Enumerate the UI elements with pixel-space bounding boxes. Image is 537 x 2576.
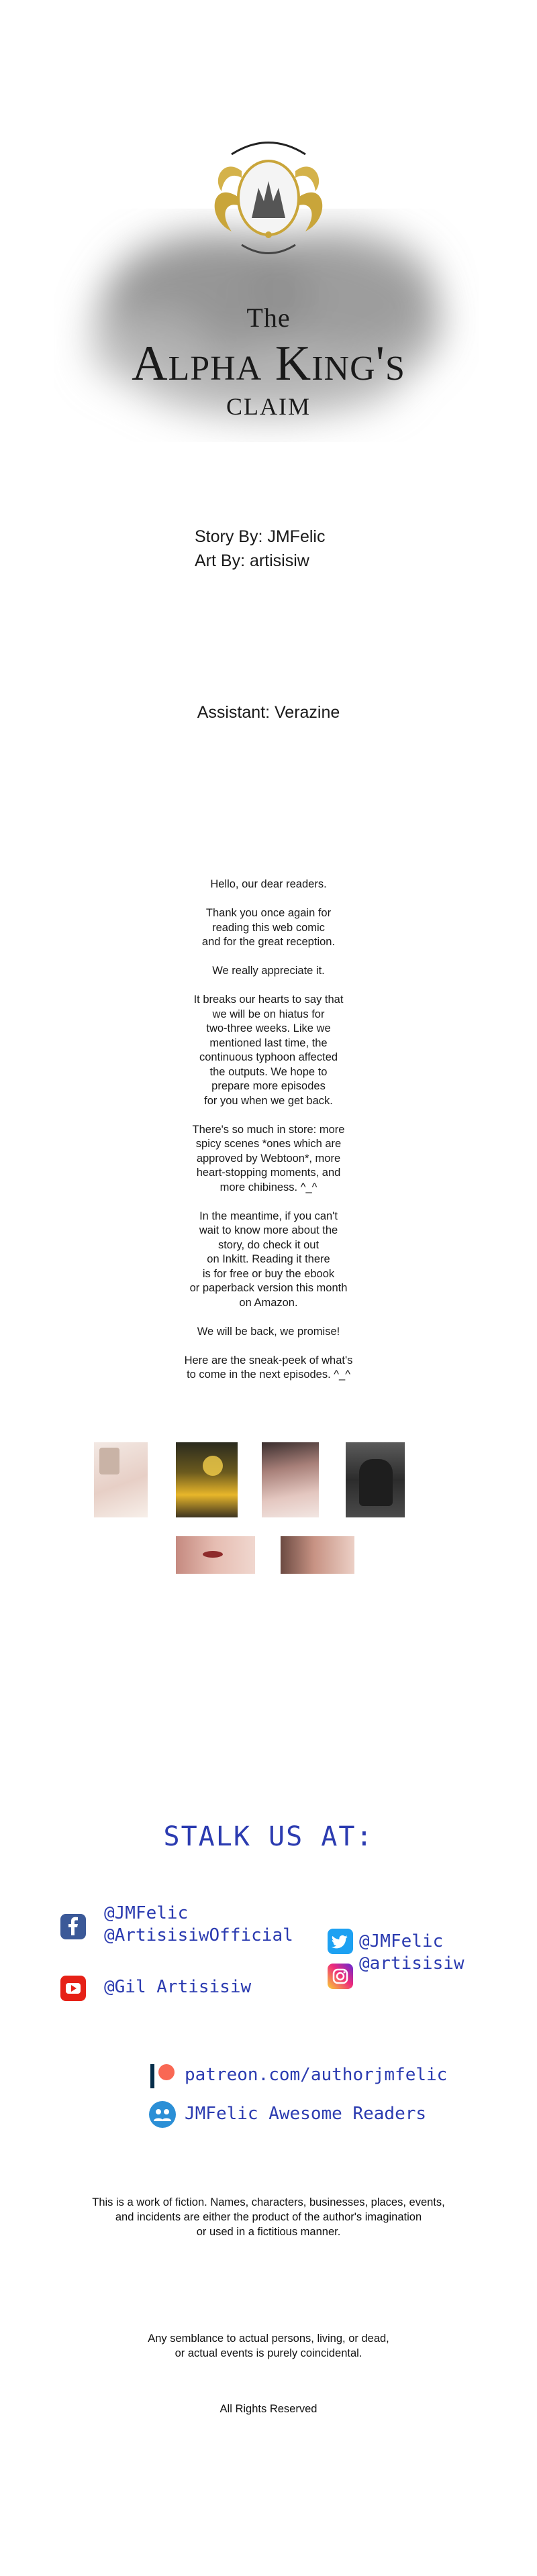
sneak-peek-thumbnail [346, 1442, 405, 1517]
semblance-disclaimer [0, 2331, 537, 2361]
story-credit: Story By: JMFelic [195, 527, 326, 546]
title-claim: CLAIM [226, 393, 311, 420]
disclaimer-line: or actual events is purely coincidental. [175, 2347, 362, 2359]
author-message [0, 877, 537, 1397]
message-line: We really appreciate it. [212, 965, 325, 977]
facebook-handle[interactable]: @ArtisisiwOfficial [104, 1925, 293, 1945]
message-line: mentioned last time, the [209, 1036, 328, 1049]
message-line: on Inkitt. Reading it there [207, 1253, 330, 1265]
message-paragraph [0, 993, 537, 1108]
all-rights-reserved: All Rights Reserved [219, 2403, 318, 2415]
wolf-emblem-logo [185, 131, 352, 265]
message-line: two-three weeks. Like we [206, 1022, 331, 1034]
disclaimer-line: and incidents are either the product of the author's imagination [115, 2211, 422, 2223]
message-line: There's so much in store: more [192, 1123, 345, 1136]
message-line: is for free or buy the ebook [202, 1267, 335, 1280]
patreon-link[interactable]: patreon.com/authorjmfelic [185, 2065, 448, 2085]
fiction-disclaimer [0, 2195, 537, 2239]
group-icon[interactable] [149, 2101, 176, 2128]
message-line: for you when we get back. [204, 1094, 333, 1107]
message-paragraph [0, 964, 537, 979]
message-line: the outputs. We hope to [209, 1065, 328, 1078]
instagram-icon[interactable] [328, 1964, 353, 1989]
message-line: prepare more episodes [211, 1080, 326, 1092]
sneak-peek-thumbnail [176, 1442, 238, 1517]
message-line: We will be back, we promise! [197, 1325, 340, 1338]
disclaimer-line: Any semblance to actual persons, living, or dead, [148, 2332, 389, 2345]
credits [195, 525, 325, 573]
message-paragraph [0, 1210, 537, 1311]
instagram-handle[interactable]: @artisisiw [359, 1953, 465, 1974]
assistant-credit: Assistant: Verazine [197, 703, 340, 722]
message-line: continuous typhoon affected [199, 1051, 338, 1063]
message-line: and for the great reception. [201, 936, 336, 948]
message-paragraph [0, 1354, 537, 1383]
message-line: on Amazon. [239, 1296, 298, 1309]
message-line: reading this web comic [212, 921, 325, 934]
youtube-handle[interactable]: @Gil Artisisiw [104, 1977, 252, 1997]
message-line: It breaks our hearts to say that [193, 994, 344, 1006]
youtube-icon[interactable] [60, 1976, 86, 2001]
message-line: spicy scenes *ones which are [195, 1138, 342, 1150]
disclaimer-line: or used in a fictitious manner. [196, 2226, 341, 2238]
message-paragraph [0, 1325, 537, 1340]
sneak-peek-thumbnail [94, 1442, 148, 1517]
sneak-peek-thumbnail [176, 1536, 255, 1574]
message-paragraph [0, 877, 537, 892]
stalk-us-heading: STALK US AT: [163, 1821, 374, 1852]
message-line: to come in the next episodes. ^_^ [187, 1368, 350, 1381]
message-line: wait to know more about the [199, 1224, 338, 1236]
message-paragraph [0, 906, 537, 950]
group-link[interactable]: JMFelic Awesome Readers [185, 2104, 427, 2124]
message-line: Here are the sneak-peek of what's [184, 1354, 353, 1366]
sneak-peek-thumbnail [281, 1536, 354, 1574]
title-main: Alpha King's [132, 336, 405, 391]
facebook-icon[interactable] [60, 1914, 86, 1939]
message-line: we will be on hiatus for [212, 1008, 325, 1020]
message-line: Hello, our dear readers. [210, 878, 327, 890]
message-line: In the meantime, if you can't [199, 1210, 338, 1222]
title-the: The [246, 303, 291, 333]
message-line: or paperback version this month [189, 1282, 348, 1294]
message-line: heart-stopping moments, and [196, 1167, 341, 1179]
message-line: Thank you once again for [205, 907, 332, 919]
message-line: story, do check it out [217, 1238, 320, 1251]
sneak-peek-thumbnail [262, 1442, 319, 1517]
patreon-icon[interactable] [149, 2063, 176, 2090]
message-line: approved by Webtoon*, more [196, 1152, 341, 1165]
facebook-handle[interactable]: @JMFelic [104, 1903, 189, 1923]
twitter-handle[interactable]: @JMFelic [359, 1931, 444, 1951]
disclaimer-line: This is a work of fiction. Names, characters, businesses, places, events, [92, 2196, 445, 2208]
message-paragraph [0, 1123, 537, 1195]
art-credit: Art By: artisisiw [195, 551, 309, 570]
message-line: more chibiness. ^_^ [219, 1181, 318, 1193]
twitter-icon[interactable] [328, 1929, 353, 1954]
facebook-handles[interactable] [104, 1902, 293, 1947]
